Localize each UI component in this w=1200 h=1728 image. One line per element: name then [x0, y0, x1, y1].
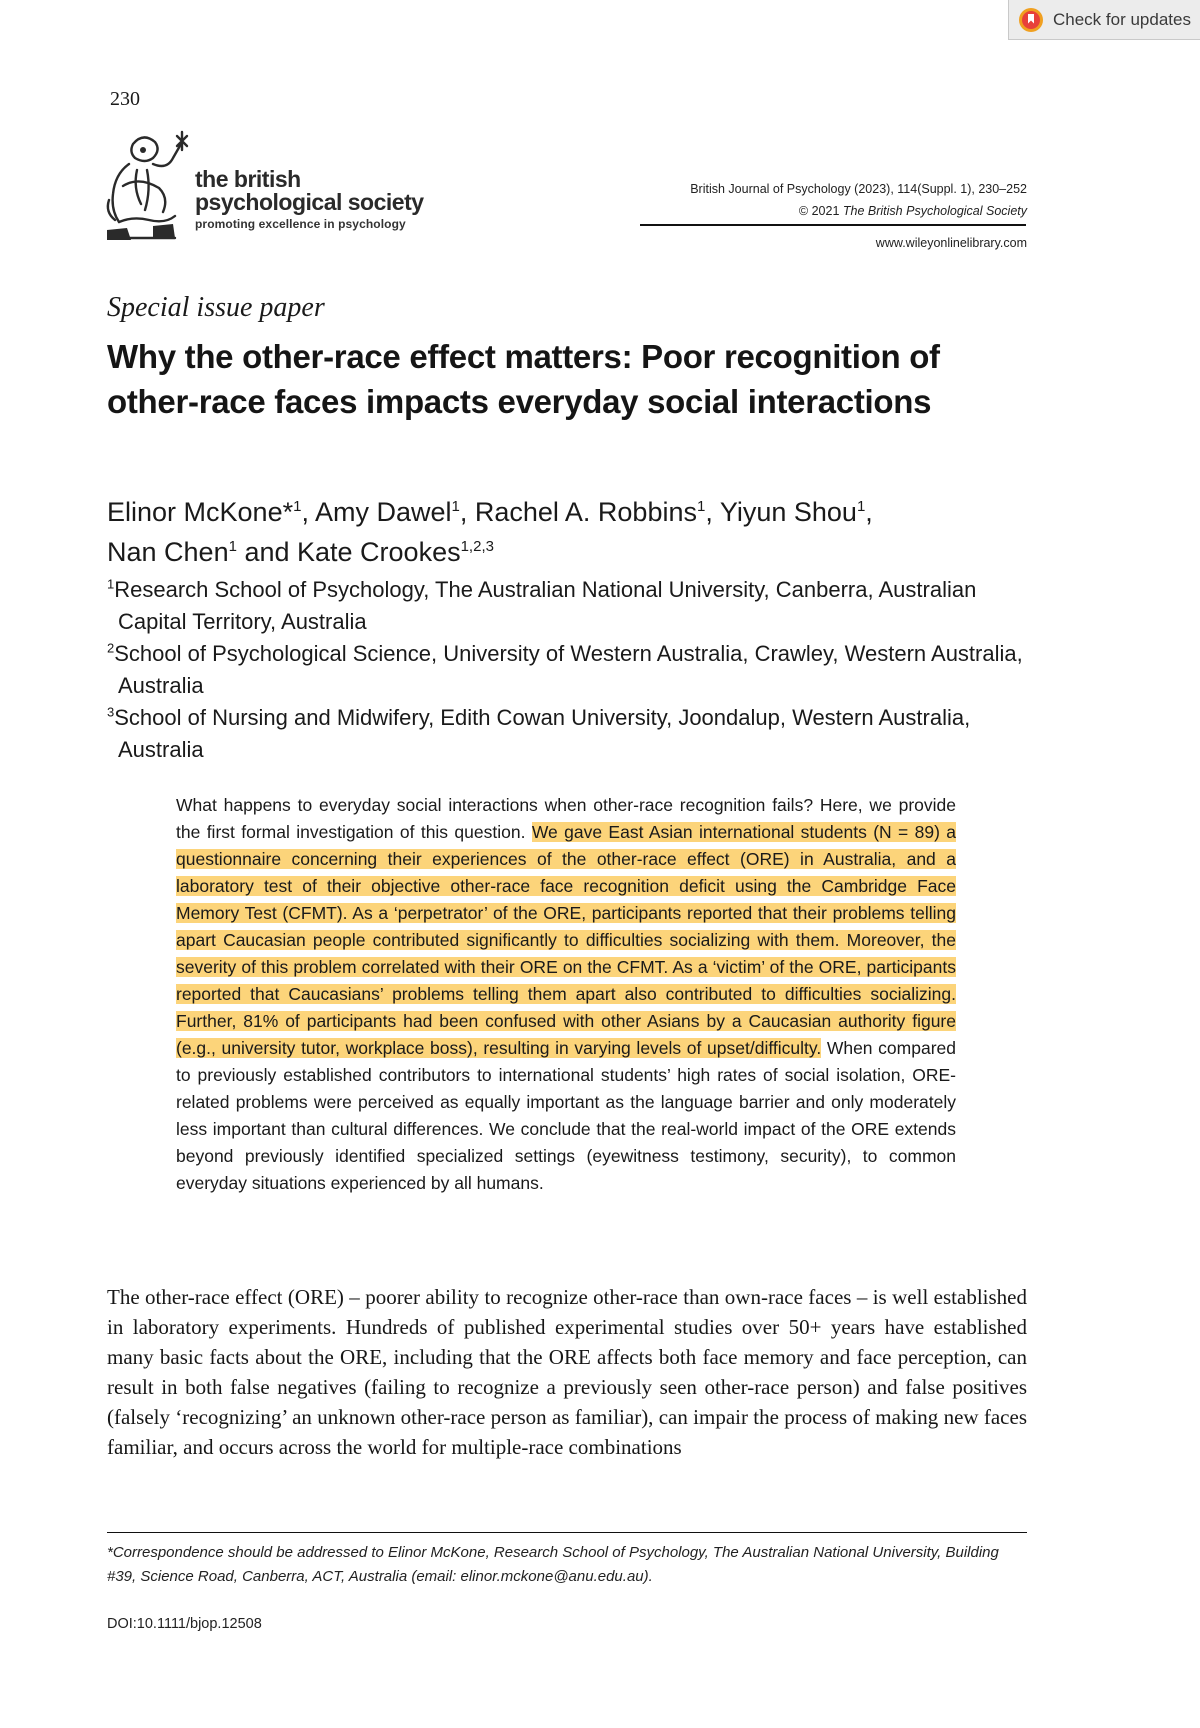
author-name: Amy Dawel [314, 497, 452, 527]
author-name: Kate Crookes [297, 537, 461, 567]
affiliation-text: School of Psychological Science, University of Western Australia, Crawley, Western Australia, Australia [114, 641, 1023, 698]
affiliation-number: 3 [107, 704, 115, 720]
journal-rule [640, 224, 1026, 226]
copyright-society: The British Psychological Society [842, 204, 1027, 218]
author-separator: , [301, 497, 315, 527]
author-affil-sup: 1 [451, 498, 460, 515]
check-for-updates-label: Check for updates [1053, 9, 1191, 29]
logo-text-line-2: psychological society [195, 189, 424, 215]
affiliation-list [107, 574, 1047, 766]
author-list [107, 492, 1047, 572]
author-separator: , [459, 497, 475, 527]
issue-type: Special issue paper [107, 292, 325, 323]
journal-website-link[interactable]: www.wileyonlinelibrary.com [875, 236, 1027, 250]
copyright-prefix: © 2021 [798, 204, 843, 218]
check-for-updates-button[interactable] [1008, 0, 1200, 40]
logo-tagline: promoting excellence in psychology [195, 217, 406, 231]
abstract-intro: What happens to everyday social interactions when other-race recognition fails? Here, we provide the first formal investigation of this question. [176, 795, 956, 842]
affiliation-item [107, 574, 1047, 638]
journal-citation: British Journal of Psychology (2023), 114(Suppl. 1), 230–252 [690, 182, 1027, 196]
abstract-highlighted-text[interactable]: We gave East Asian international students (N = 89) a questionnaire concerning their experiences of the other-race effect (ORE) in Australia, and a laboratory test of their objective other-race face recognition deficit using the Cambridge Face Memory Test (CFMT). As a ‘perpetrator’ of the ORE, participants reported that their problems telling apart Caucasian people contributed significantly to difficulties socializing with them. Moreover, the severity of this problem correlated with their ORE on the CFMT. As a ‘victim’ of the ORE, participants reported that Caucasians’ problems telling them apart also contributed to difficulties socializing. Further, 81% of participants had been confused with other Asians by a Caucasian authority figure (e.g., university tutor, workplace boss), resulting in varying levels of upset/difficulty. [176, 822, 956, 1058]
logo-text-line-1: the british [195, 166, 301, 192]
author-affil-sup: 1 [293, 498, 302, 515]
journal-copyright [690, 200, 1027, 222]
author-separator: , [705, 497, 720, 527]
affiliation-text: School of Nursing and Midwifery, Edith Cowan University, Joondalup, Western Australia, Australia [114, 705, 971, 762]
author-name: Rachel A. Robbins [474, 497, 697, 527]
paper-title: Why the other-race effect matters: Poor recognition of other-race faces impacts everyday social interactions [107, 338, 940, 420]
author-affil-sup: 1 [228, 538, 237, 555]
affiliation-item [107, 638, 1047, 702]
abstract [176, 792, 956, 1197]
crossmark-icon [1019, 8, 1043, 32]
affiliation-text: Research School of Psychology, The Australian National University, Canberra, Australian Capital Territory, Australia [114, 577, 977, 634]
author-name: Elinor McKone* [107, 497, 294, 527]
affiliation-item [107, 702, 1047, 766]
athena-figure-icon [103, 130, 189, 246]
society-logo [103, 130, 463, 250]
footnote-rule [107, 1532, 1027, 1533]
journal-info [690, 178, 1027, 222]
author-affil-sup: 1,2,3 [460, 538, 494, 555]
correspondence-footnote: *Correspondence should be addressed to Elinor McKone, Research School of Psychology, The Australian National University, Building #39, Science Road, Canberra, ACT, Australia (email: elinor.mckone@anu.edu.au). [107, 1544, 999, 1585]
author-affil-sup: 1 [696, 498, 706, 515]
author-name: Yiyun Shou [719, 497, 857, 527]
affiliation-number: 2 [107, 640, 115, 656]
abstract-rest: When compared to previously established contributors to international students’ high rates of social isolation, ORE-related problems were perceived as equally important as the language barrier and only moderately less important than cultural differences. We conclude that the real-world impact of the ORE extends beyond previously identified specialized settings (eyewitness testimony, security), to common everyday situations experienced by all humans. [176, 1038, 956, 1193]
page-number: 230 [110, 88, 140, 110]
body-paragraph: The other-race effect (ORE) – poorer ability to recognize other-race than own-race faces – is well established in laboratory experiments. Hundreds of published experimental studies over 50+ years have established many basic facts about the ORE, including that the ORE affects both face memory and face perception, can result in both false negatives (failing to recognize a previously seen other-race person) and false positives (falsely ‘recognizing’ an unknown other-race person as familiar), can impair the process of making new faces familiar, and occurs across the world for multiple-race combinations [107, 1285, 1027, 1459]
affiliation-number: 1 [107, 576, 115, 592]
author-separator: , [865, 497, 873, 527]
author-affil-sup: 1 [856, 498, 866, 515]
author-name: Nan Chen [107, 537, 229, 567]
author-separator: and [236, 537, 297, 567]
doi-link[interactable]: DOI:10.1111/bjop.12508 [107, 1616, 262, 1632]
